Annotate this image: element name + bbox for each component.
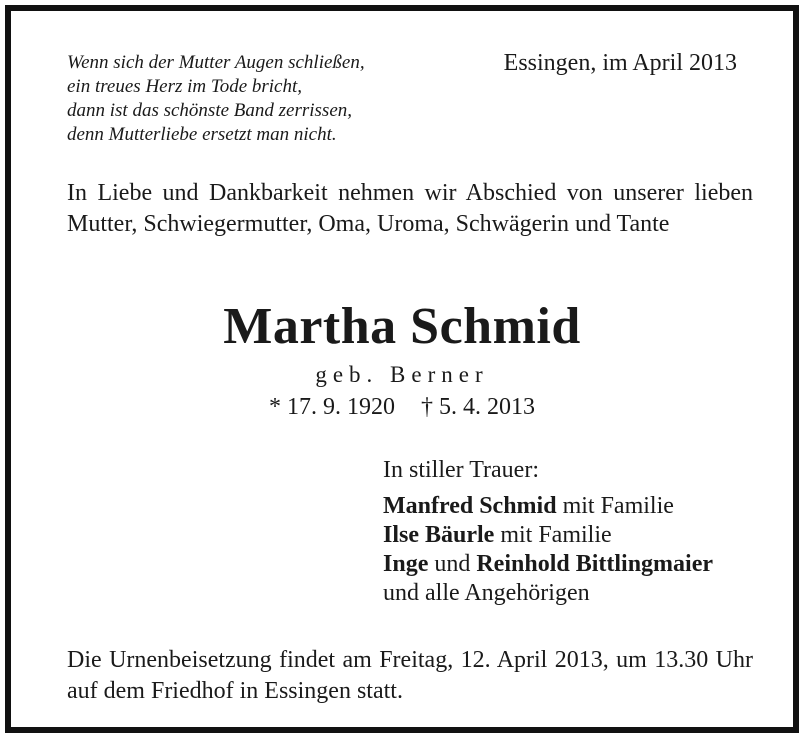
burial-announcement: Die Urnenbeisetzung findet am Freitag, 12. April 2013, um 13.30 Uhr auf dem Friedhof in Essingen statt. xyxy=(67,647,753,704)
mourner-joiner: und xyxy=(434,551,471,577)
intro-text: In Liebe und Dankbarkeit nehmen wir Abschied von unserer lieben Mutter, Schwiegermutter, Oma, Uroma, Schwägerin und Tante xyxy=(67,180,753,237)
death-date: 5. 4. 2013 xyxy=(439,394,535,420)
mourner-row xyxy=(383,550,713,579)
mourner-suffix: mit Familie xyxy=(562,493,674,519)
maiden-name: geb. Berner xyxy=(315,362,489,387)
mourner-row xyxy=(383,492,713,521)
mourner-name: Manfred Schmid xyxy=(383,493,557,519)
poem-line: denn Mutterliebe ersetzt man nicht. xyxy=(67,124,337,145)
mourners-block xyxy=(383,456,713,608)
death-cross-symbol: † xyxy=(421,394,433,420)
birth-date: 17. 9. 1920 xyxy=(287,394,395,420)
mourners-heading: In stiller Trauer: xyxy=(383,457,539,483)
life-dates xyxy=(11,392,793,422)
poem-line: dann ist das schönste Band zerrissen, xyxy=(67,100,352,121)
memorial-poem xyxy=(67,51,447,147)
mourner-row xyxy=(383,521,713,550)
obituary-notice xyxy=(5,5,799,733)
mourner-name: Reinhold Bittlingmaier xyxy=(476,551,714,577)
birth-symbol: * xyxy=(269,394,281,420)
mourner-name: Inge xyxy=(383,551,429,577)
poem-line: ein treues Herz im Tode bricht, xyxy=(67,76,303,97)
mourner-name: Ilse Bäurle xyxy=(383,522,495,548)
mourner-suffix: mit Familie xyxy=(500,522,612,548)
place-and-date: Essingen, im April 2013 xyxy=(503,50,737,76)
deceased-name: Martha Schmid xyxy=(223,298,581,355)
mourner-row-relatives: und alle Angehörigen xyxy=(383,580,590,606)
poem-line: Wenn sich der Mutter Augen schließen, xyxy=(67,52,365,73)
